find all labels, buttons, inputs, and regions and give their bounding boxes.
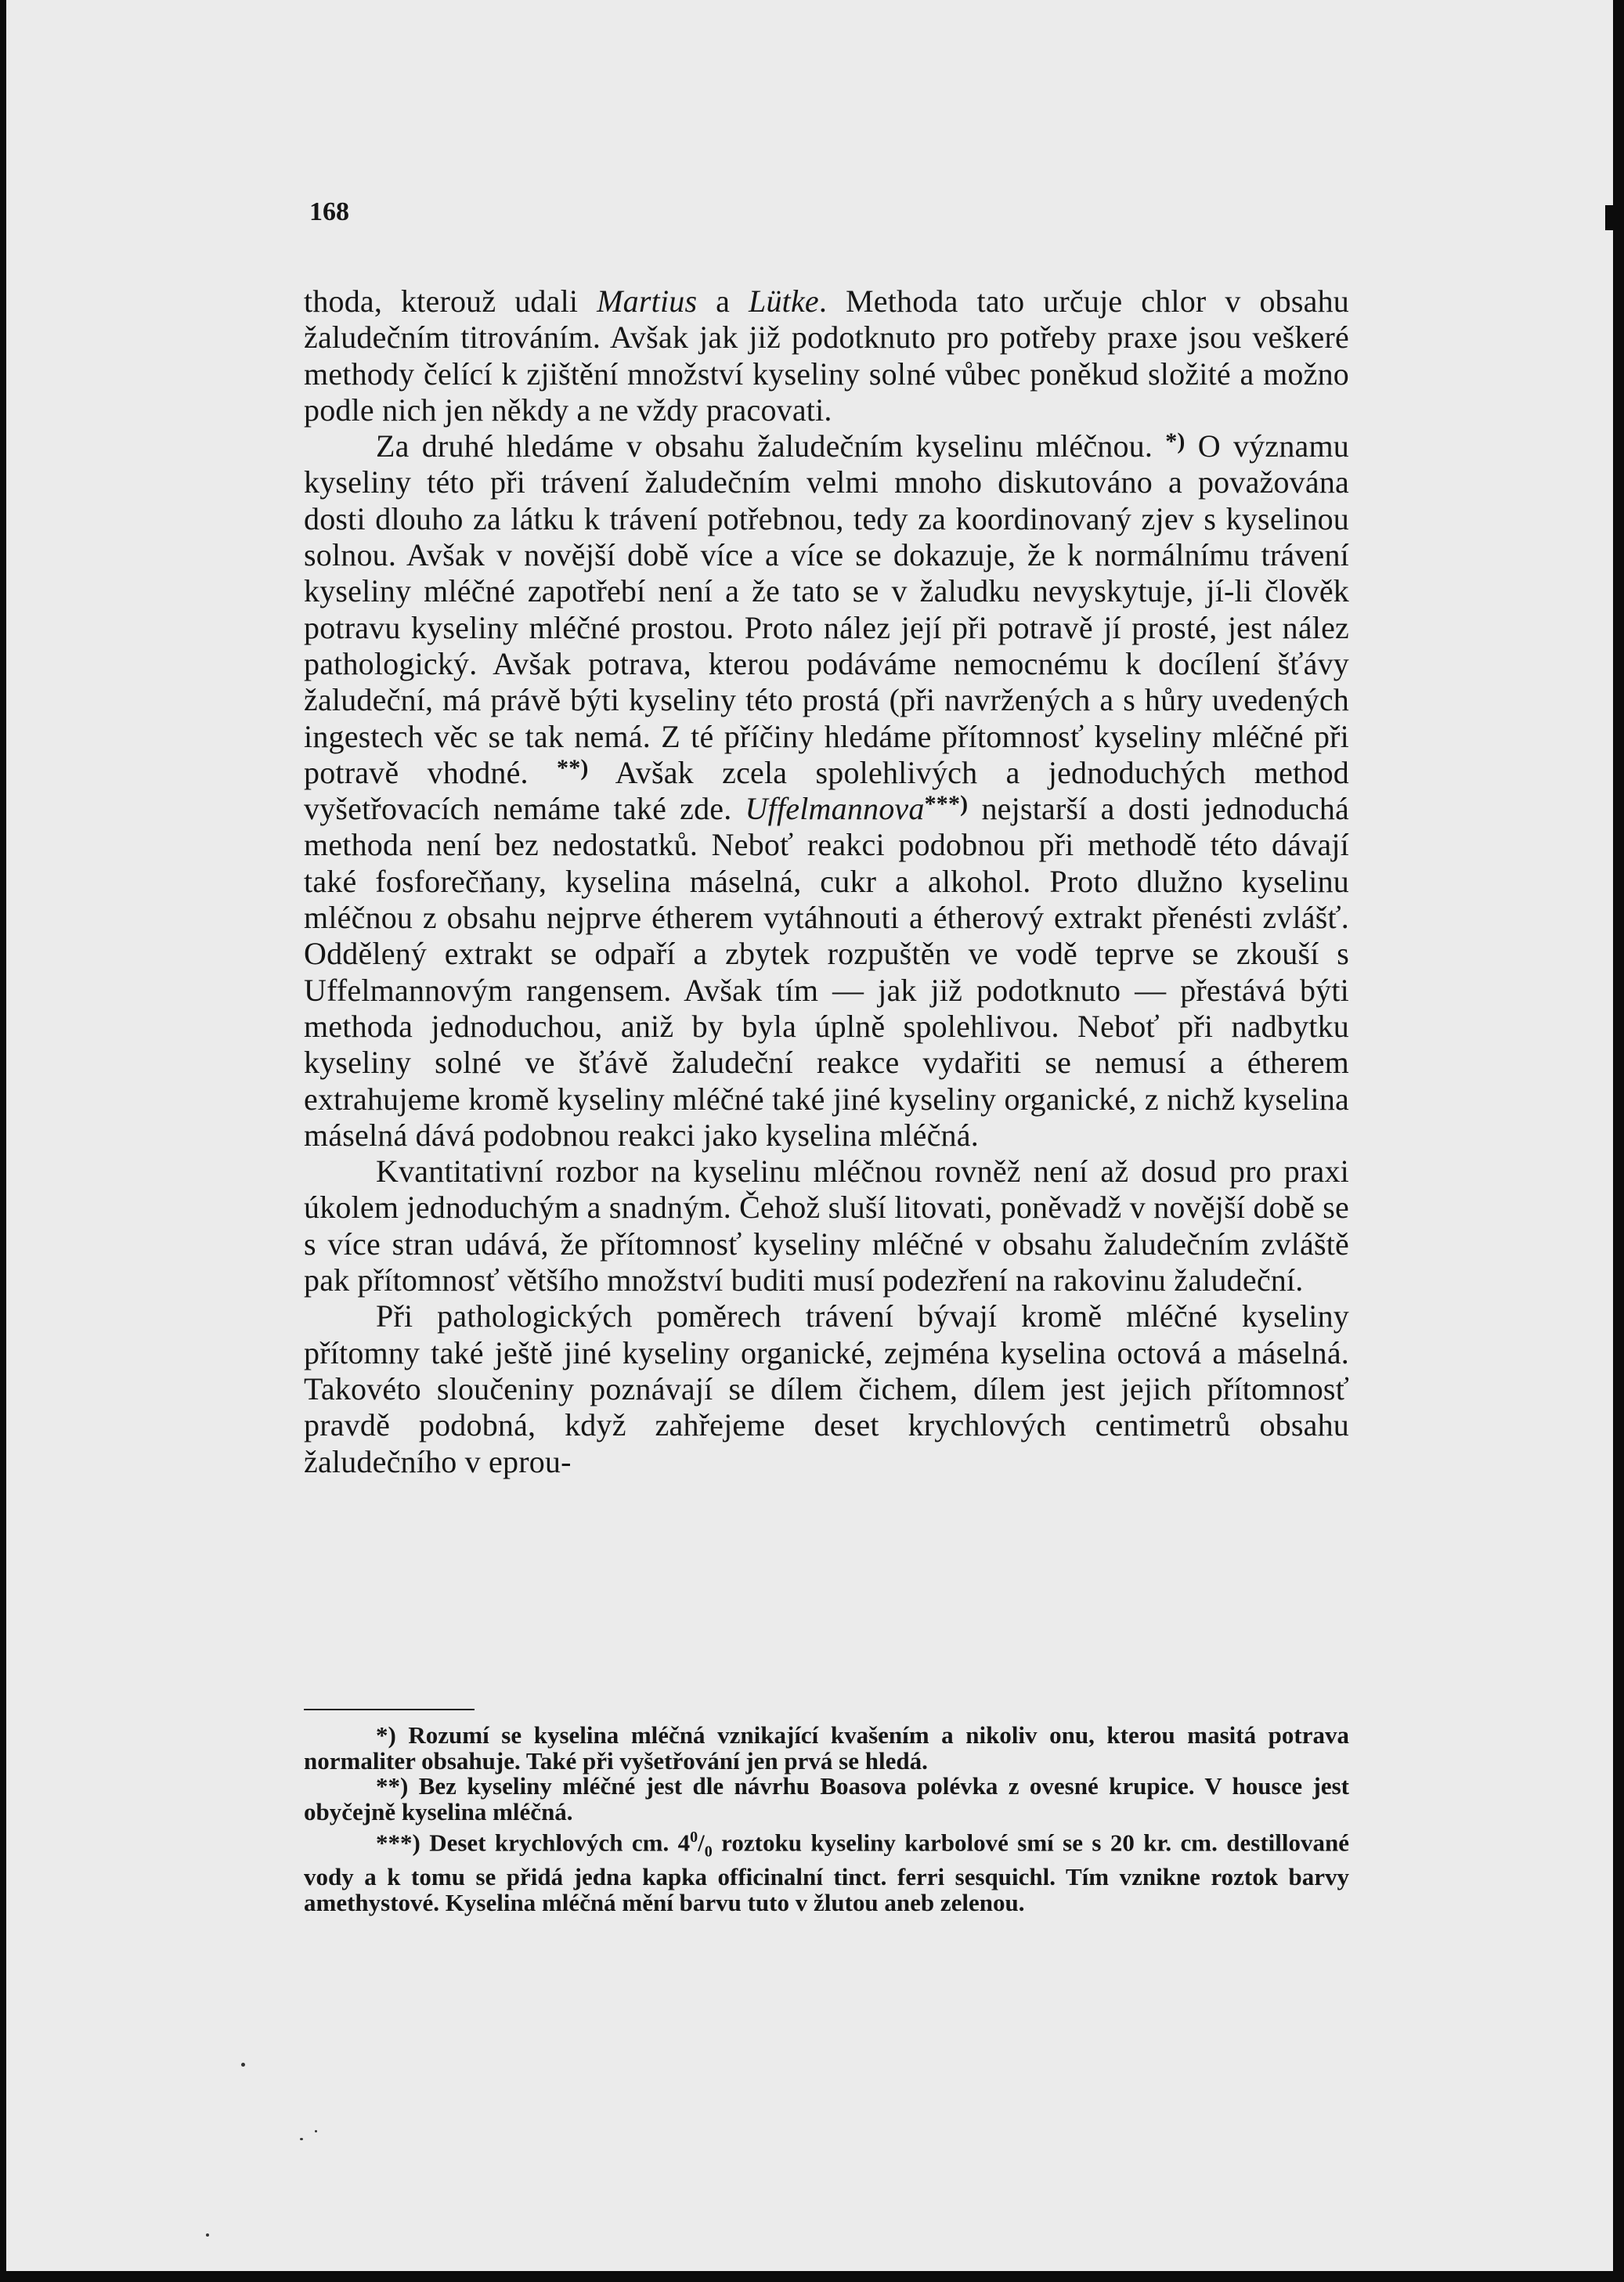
- text-run: thoda, kterouž udali: [304, 283, 597, 319]
- text-run: ***) Deset krychlových cm. 4: [376, 1829, 691, 1857]
- scan-speck: [300, 2138, 303, 2140]
- footnote-marker: ***): [924, 791, 969, 818]
- footnote-marker: *): [1165, 428, 1186, 455]
- footnotes: [304, 1723, 1349, 1916]
- text-run: /: [698, 1829, 705, 1857]
- scan-speck: [206, 2233, 209, 2237]
- page-number: 168: [309, 197, 349, 226]
- paragraph: [304, 1154, 1349, 1298]
- text-run: Avšak zcela spolehlivých a jednoduchých method vyšetřovacích nemáme také zde.: [304, 754, 1349, 827]
- text-run: Kvantitativní rozbor na kyselinu mléčnou rovněž není až dosud pro praxi úkolem jednoduchým a snadným. Čehož sluší litovati, poněvadž v novější době se s více stran udává, že přítomnosť kyseliny mléčné v obsahu žaludečním zvláště pak přítomnosť většího množství buditi musí podezření na rakovinu žaludeční.: [304, 1154, 1349, 1298]
- text-run: nejstarší a dosti jednoduchá methoda není bez nedostatků. Neboť reakci podobnou při methodě této dávají také fosforečňany, kyselina máselná, cukr a alkohol. Proto dlužno kyselinu mléčnou z obsahu nejprve étherem vytáhnouti a étherový extrakt přenésti zvlášť. Oddělený extrakt se odpaří a zbytek rozpuštěn ve vodě teprve se zkouší s Uffelmannovým rangensem. Avšak tím — jak již podotknuto — přestává býti methoda jednoduchou, aniž by byla úplně spolehlivou. Neboť při nadbytku kyseliny solné ve šťávě žaludeční reakce vydařiti se nemusí a étherem extrahujeme kromě kyseliny mléčné také jiné kyseliny organické, z nichž kyselina máselná dává podobnou reakci jako kyselina mléčná.: [304, 791, 1349, 1153]
- text-run: . Methoda tato určuje chlor v obsahu žaludečním titrováním. Avšak jak již podotknuto pro potřeby praxe jsou veškeré methody čelící k zjištění množství kyseliny solné vůbec poněkud složité a možno podle nich jen někdy a ne vždy pracovati.: [304, 283, 1349, 428]
- italic-name: Uffelmannova: [745, 791, 925, 827]
- paragraph: [304, 1298, 1349, 1479]
- footnote: [304, 1825, 1349, 1916]
- text-run: roztoku kyseliny karbolové smí se s 20 kr. cm. destillované vody a k tomu se přidá jedna kapka officinalní tinct. ferri sesquichl. Tím vznikne roztok barvy amethystové. Kyselina mléčná mění barvu tuto v žlutou aneb zelenou.: [304, 1829, 1349, 1916]
- paragraph: [304, 283, 1349, 428]
- text-run: Za druhé hledáme v obsahu žaludečním kyselinu mléčnou.: [376, 428, 1166, 464]
- text-run: **) Bez kyseliny mléčné jest dle návrhu Boasova polévka z ovesné krupice. V housce jest obyčejně kyselina mléčná.: [304, 1772, 1349, 1825]
- superscript: 0: [690, 1829, 698, 1846]
- italic-name: Lütke: [749, 283, 819, 319]
- italic-name: Martius: [597, 283, 698, 319]
- footnote: [304, 1774, 1349, 1825]
- scan-edge-mark: [1605, 205, 1613, 230]
- text-run: *) Rozumí se kyselina mléčná vznikající kvašením a nikoliv onu, kterou masitá potrava normaliter obsahuje. Také při vyšetřování jen prvá se hledá.: [304, 1721, 1349, 1775]
- scan-speck: [315, 2130, 317, 2132]
- text-run: a: [697, 283, 749, 319]
- subscript: 0: [704, 1843, 713, 1861]
- paragraph: [304, 428, 1349, 1154]
- footnote: [304, 1723, 1349, 1774]
- text-run: Při pathologických poměrech trávení bývají kromě mléčné kyseliny přítomny také ještě jiné kyseliny organické, zejména kyselina octová a máselná. Takovéto sloučeniny poznávají se dílem čichem, dílem jest jejich přítomnosť pravdě podobná, když zahřejeme deset krychlových centimetrů obsahu žaludečního v eprou-: [304, 1298, 1349, 1479]
- footnote-divider: [304, 1709, 475, 1710]
- body-text: [304, 283, 1349, 1480]
- text-run: O významu kyseliny této při trávení žaludečním velmi mnoho diskutováno a považována dosti dlouho za látku k trávení potřebnou, tedy za koordinovaný zjev s kyselinou solnou. Avšak v novější době více a více se dokazuje, že k normálnímu trávení kyseliny mléčné zapotřebí není a že tato se v žaludku nevyskytuje, jí-li člověk potravu kyseliny mléčné prostou. Proto nález její při potravě jí prosté, jest nález pathologický. Avšak potrava, kterou podáváme nemocnému k docílení šťávy žaludeční, má právě býti kyseliny této prostá (při navržených a s hůry uvedených ingestech věc se tak nemá. Z té příčiny hledáme přítomnosť kyseliny mléčné při potravě vhodné.: [304, 428, 1349, 790]
- scan-speck: [241, 2063, 245, 2067]
- footnote-marker: **): [557, 754, 589, 781]
